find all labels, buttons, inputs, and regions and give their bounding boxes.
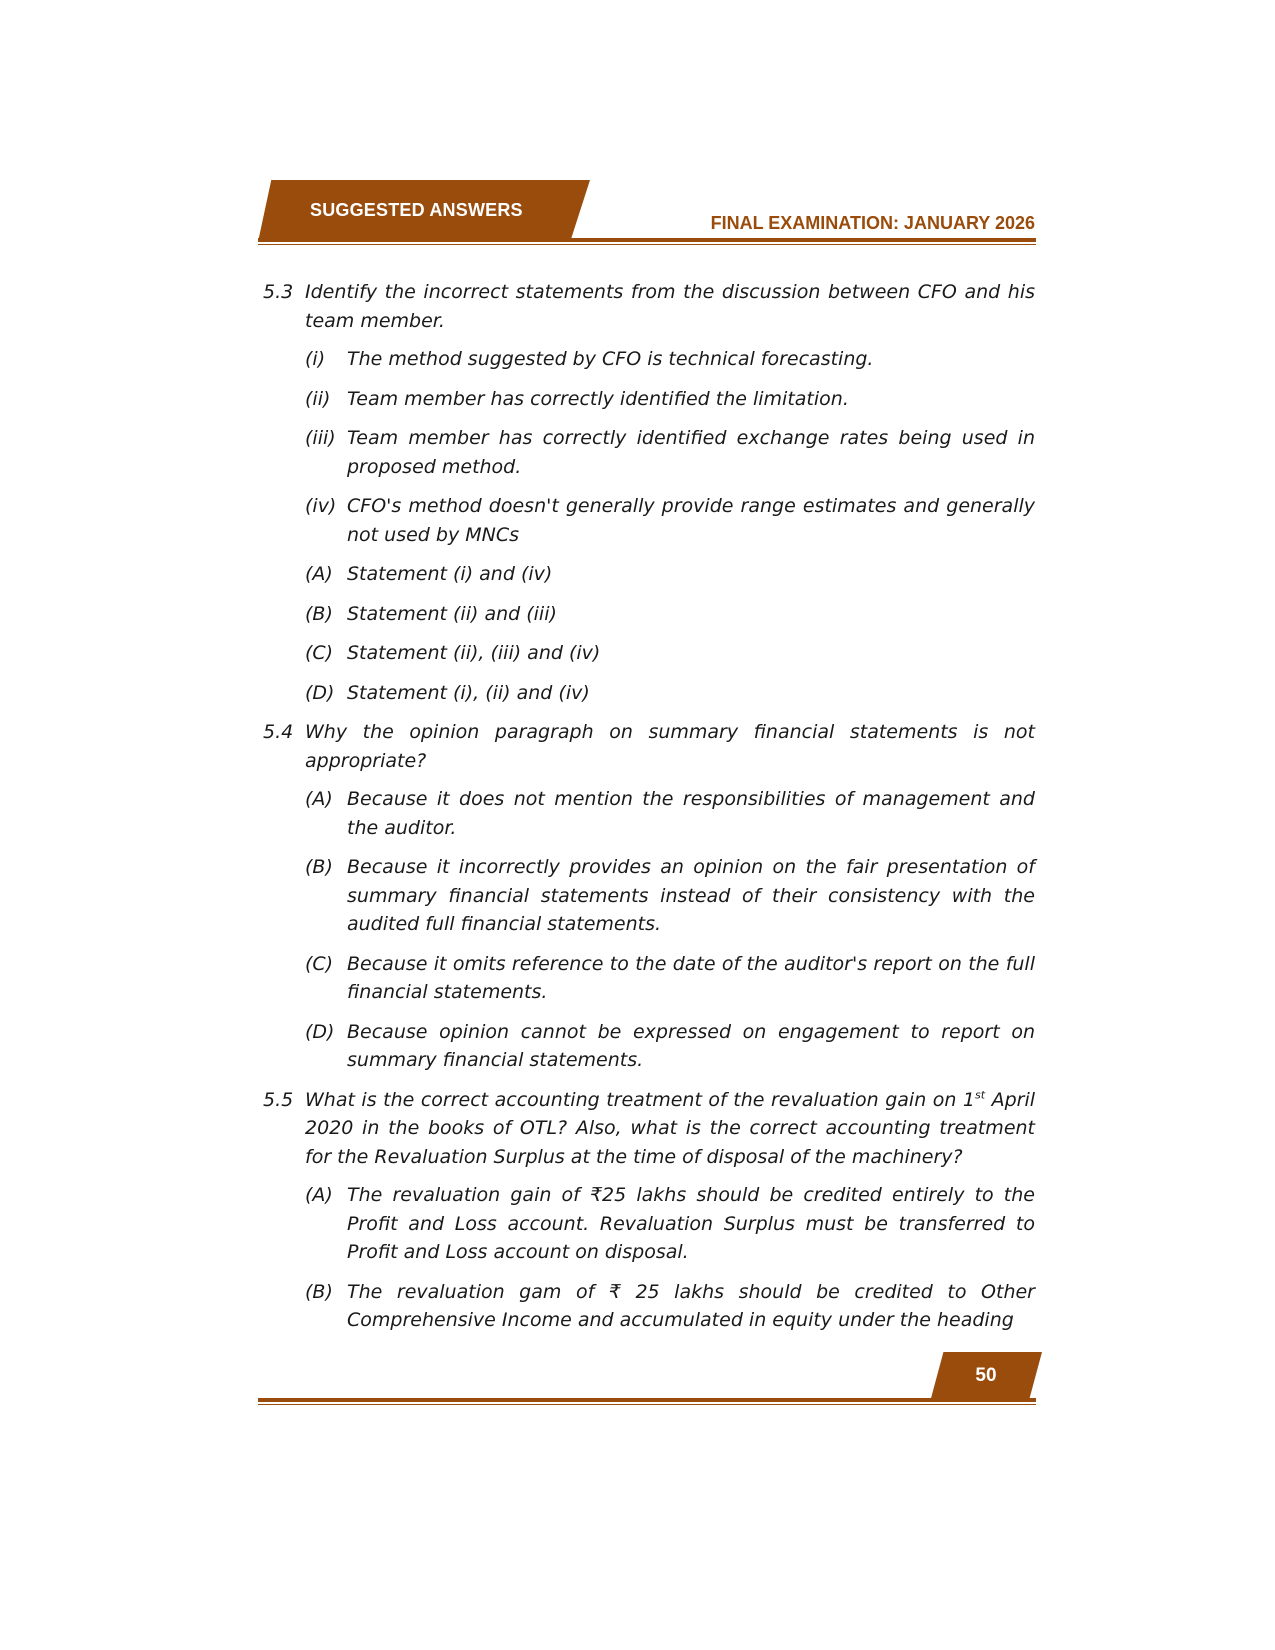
option-label: (C)	[305, 952, 334, 975]
question-text: Identify the incorrect statements from the discussion between CFO and his team member.	[305, 281, 1035, 332]
page-number: 50	[975, 1365, 997, 1386]
question-text-part: What is the correct accounting treatment of the revaluation gain on 1	[305, 1088, 976, 1111]
item-text: CFO's method doesn't generally provide range estimates and generally not used by MNCs	[347, 495, 1035, 546]
question-number: 5.5	[263, 1088, 294, 1111]
option-text: Statement (ii), (iii) and (iv)	[347, 642, 601, 664]
option-label: (B)	[305, 1280, 333, 1303]
header-rule-thin	[258, 244, 1036, 245]
item-text: The method suggested by CFO is technical forecasting.	[347, 348, 874, 370]
option-b	[305, 1278, 1035, 1335]
option-label: (B)	[305, 602, 333, 625]
question-number: 5.3	[263, 281, 294, 303]
item-label: (iv)	[305, 495, 337, 517]
option-a	[305, 785, 1035, 842]
question-text	[305, 1086, 1035, 1172]
option-c	[305, 950, 1035, 1007]
list-item	[305, 492, 1035, 549]
option-label: (D)	[305, 1020, 335, 1043]
option-d	[305, 1018, 1035, 1075]
question-5-5	[263, 1086, 1035, 1172]
option-text: The revaluation gam of ₹ 25 lakhs should be credited to Other Comprehensive Income and accumulated in equity under the heading	[347, 1280, 1035, 1331]
item-label: (ii)	[305, 387, 331, 410]
option-text: Because it omits reference to the date of the auditor's report on the full financial statements.	[347, 952, 1035, 1003]
list-item	[305, 385, 1035, 414]
option-a	[305, 560, 1035, 589]
document-body	[263, 278, 1035, 1346]
option-label: (A)	[305, 788, 333, 810]
option-label: (B)	[305, 856, 333, 878]
item-label: (iii)	[305, 427, 336, 449]
option-text: Statement (ii) and (iii)	[347, 602, 557, 625]
option-b	[305, 853, 1035, 939]
header-rule	[258, 238, 1036, 242]
question-5-4	[263, 718, 1035, 775]
option-a	[305, 1181, 1035, 1267]
option-label: (D)	[305, 681, 335, 704]
option-text: Statement (i) and (iv)	[347, 563, 553, 585]
option-label: (A)	[305, 1184, 333, 1206]
option-d	[305, 679, 1035, 708]
question-number: 5.4	[263, 721, 294, 743]
option-b	[305, 600, 1035, 629]
list-item	[305, 424, 1035, 481]
option-text: The revaluation gain of ₹25 lakhs should be credited entirely to the Profit and Loss account. Revaluation Surplus must be transferred to Profit and Loss account on disposal.	[347, 1184, 1035, 1263]
item-label: (i)	[305, 348, 326, 370]
footer-rule	[258, 1398, 1036, 1402]
item-text: Team member has correctly identified the limitation.	[347, 387, 849, 410]
footer-rule-thin	[258, 1404, 1036, 1405]
header-tab-label: SUGGESTED ANSWERS	[310, 200, 523, 220]
ordinal-superscript: st	[975, 1088, 986, 1102]
option-text: Because it incorrectly provides an opinion on the fair presentation of summary financial statements instead of their consistency with the audited full financial statements.	[347, 856, 1035, 935]
exam-title: FINAL EXAMINATION: JANUARY 2026	[710, 213, 1035, 233]
list-item	[305, 345, 1035, 374]
question-5-3	[263, 278, 1035, 335]
option-text: Because it does not mention the responsibilities of management and the auditor.	[347, 788, 1035, 839]
option-c	[305, 639, 1035, 668]
question-text-part: April 2020 in the books of OTL? Also, what is the correct accounting treatment for the Revaluation Surplus at the time of disposal of the machinery?	[305, 1088, 1036, 1168]
option-label: (C)	[305, 642, 334, 664]
option-text: Because opinion cannot be expressed on engagement to report on summary financial statements.	[347, 1020, 1035, 1071]
option-text: Statement (i), (ii) and (iv)	[347, 681, 590, 704]
question-text: Why the opinion paragraph on summary financial statements is not appropriate?	[305, 721, 1035, 772]
option-label: (A)	[305, 563, 333, 585]
item-text: Team member has correctly identified exchange rates being used in proposed method.	[347, 427, 1035, 478]
